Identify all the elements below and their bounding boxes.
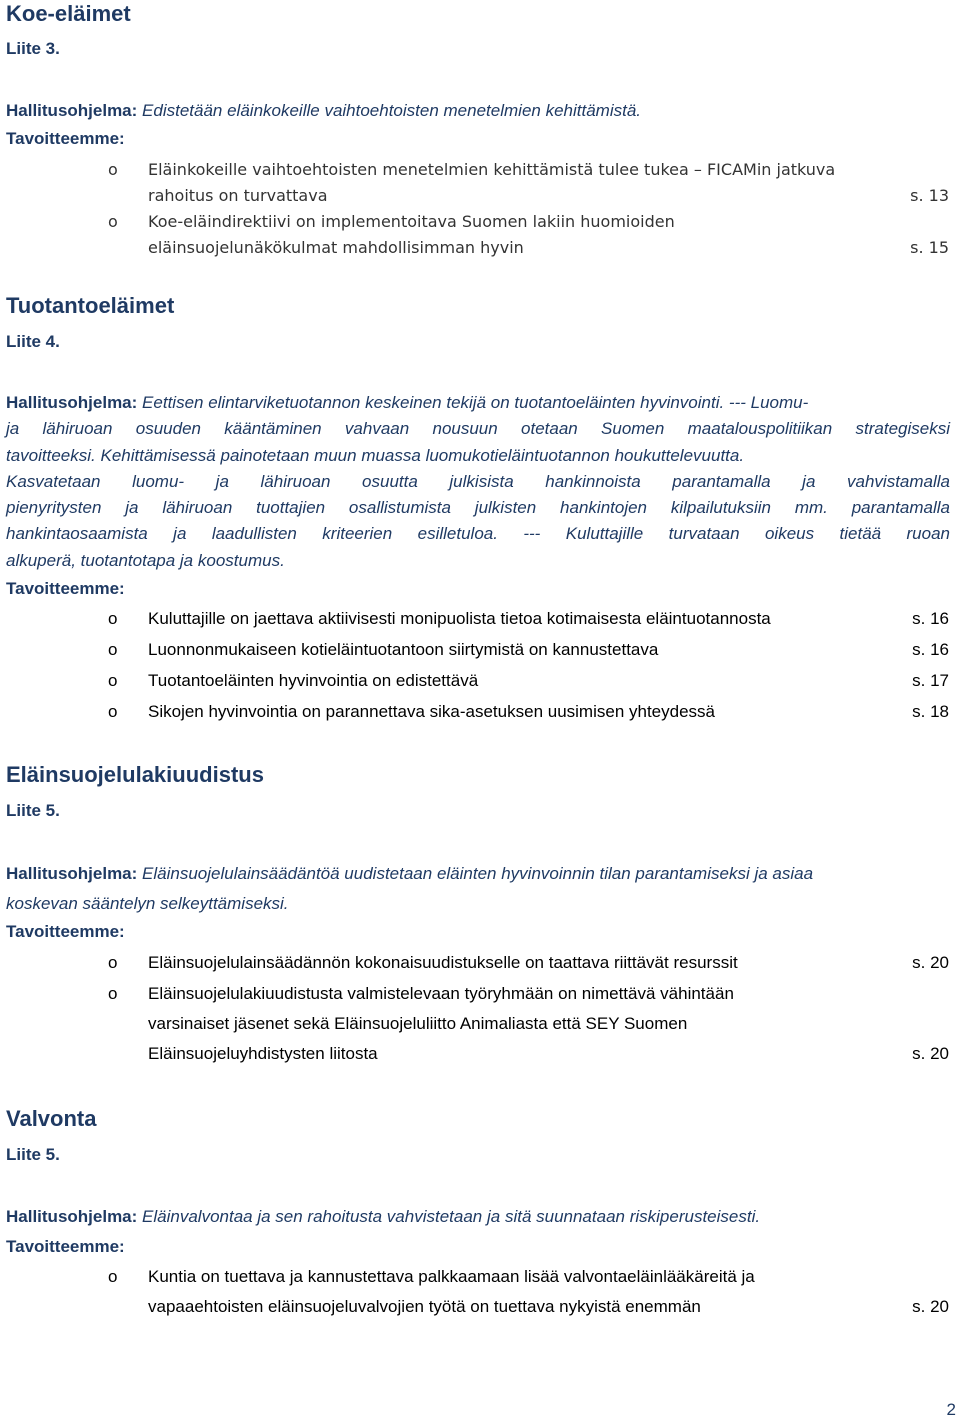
goal-text-line: Sikojen hyvinvointia on parannettava sika-asetuksen uusimisen yhteydessä xyxy=(148,702,715,721)
goal-text-line: Eläinsuojelulainsäädännön kokonaisuudistukselle on taattava riittävät resurssit xyxy=(148,953,738,972)
goal-text-line: Kuntia on tuettava ja kannustettava palkkaamaan lisää valvontaeläinlääkäreitä ja xyxy=(148,1267,755,1286)
bullet: o xyxy=(108,609,118,628)
goal-text-line: Eläinsuojelulakiuudistusta valmistelevaan työryhmään on nimettävä vähintään xyxy=(148,984,734,1003)
page-number: 2 xyxy=(946,1400,956,1419)
liite-reference: Liite 4. xyxy=(6,332,60,351)
hallitusohjelma-text: Eläinsuojelulainsäädäntöä uudistetaan eläinten hyvinvoinnin tilan parantamiseksi ja asiaa xyxy=(142,864,814,883)
hallitusohjelma-line xyxy=(6,390,950,416)
goal-item xyxy=(0,211,960,263)
goal-text-line: Eläinkokeille vaihtoehtoisten menetelmien kehittämistä tulee tukea – FICAMin jatkuva xyxy=(148,160,836,179)
bullet: o xyxy=(108,1267,118,1286)
hallitusohjelma-paragraph xyxy=(6,390,950,574)
goal-text-line: rahoitus on turvattava xyxy=(148,186,328,205)
hallitusohjelma-paragraph xyxy=(6,859,950,919)
hallitusohjelma-line: Kasvatetaan luomu- ja lähiruoan osuutta julkisista hankinnoista parantamalla ja vahvistamalla xyxy=(6,471,950,491)
goal-text-line: Kuluttajille on jaettava aktiivisesti monipuolista tietoa kotimaisesta eläintuotannosta xyxy=(148,609,771,628)
hallitusohjelma-label: Hallitusohjelma: xyxy=(6,393,138,412)
tavoitteemme-label: Tavoitteemme: xyxy=(6,129,125,148)
hallitusohjelma-text: Edistetään eläinkokeille vaihtoehtoisten menetelmien kehittämistä. xyxy=(142,101,641,120)
goal-item xyxy=(0,952,960,976)
tavoitteemme-label: Tavoitteemme: xyxy=(6,579,125,598)
goal-item xyxy=(0,159,960,211)
page-reference: s. 20 xyxy=(912,953,949,972)
tavoitteemme-label: Tavoitteemme: xyxy=(6,922,125,941)
goal-text-line: Tuotantoeläinten hyvinvointia on edistettävä xyxy=(148,671,479,690)
bullet: o xyxy=(108,953,118,972)
hallitusohjelma-line: hankintaosaamista ja laadullisten kriteerien esilletuloa. --- Kuluttajille turvataan oikeus tietää ruoan xyxy=(6,524,950,544)
page-reference: s. 18 xyxy=(912,702,949,721)
goal-text-line: Koe-eläindirektiivi on implementoitava Suomen lakiin huomioiden xyxy=(148,212,675,231)
hallitusohjelma-line: alkuperä, tuotantotapa ja koostumus. xyxy=(6,550,285,570)
page-reference: s. 20 xyxy=(912,1297,949,1316)
hallitusohjelma-line: koskevan sääntelyn selkeyttämiseksi. xyxy=(6,894,289,913)
hallitusohjelma-line: ja lähiruoan osuuden kääntäminen vahvaan nousuun otetaan Suomen maatalouspolitiikan strategiseksi xyxy=(6,419,950,439)
page-reference: s. 17 xyxy=(912,671,949,690)
liite-reference: Liite 5. xyxy=(6,1145,60,1164)
hallitusohjelma-paragraph xyxy=(6,98,950,124)
goal-text-line: vapaaehtoisten eläinsuojeluvalvojien työtä on tuettava nykyistä enemmän xyxy=(148,1297,701,1316)
hallitusohjelma-line: tavoitteeksi. Kehittämisessä painotetaan muun muassa luomukotieläintuotannon houkuttelevuutta. xyxy=(6,445,745,465)
goal-item xyxy=(0,670,960,694)
bullet: o xyxy=(108,984,118,1003)
tavoitteemme-label: Tavoitteemme: xyxy=(6,1237,125,1256)
bullet: o xyxy=(108,702,118,721)
goal-text-line: eläinsuojelunäkökulmat mahdollisimman hyvin xyxy=(148,238,524,257)
hallitusohjelma-text: Eläinvalvontaa ja sen rahoitusta vahvistetaan ja sitä suunnataan riskiperusteisesti. xyxy=(142,1207,761,1226)
page-reference: s. 15 xyxy=(910,238,949,257)
goal-text-line: Luonnonmukaiseen kotieläintuotantoon siirtymistä on kannustettava xyxy=(148,640,659,659)
goal-text-line: Eläinsuojeluyhdistysten liitosta xyxy=(148,1044,378,1063)
section-title-tuotantoelaimet: Tuotantoeläimet xyxy=(6,293,175,318)
section-title-elainsuojelulakiuudistus: Eläinsuojelulakiuudistus xyxy=(6,762,264,787)
bullet: o xyxy=(108,160,118,179)
page-reference: s. 16 xyxy=(912,640,949,659)
hallitusohjelma-label: Hallitusohjelma: xyxy=(6,864,138,883)
bullet: o xyxy=(108,671,118,690)
section-title-koe-elaimet: Koe-eläimet xyxy=(6,1,131,26)
hallitusohjelma-line: pienyritysten ja lähiruoan tuottajien osallistumista julkisten hankintojen kilpailutuksiin mm. parantamalla xyxy=(6,498,950,518)
hallitusohjelma-text: Eettisen elintarviketuotannon keskeinen tekijä on tuotantoeläinten hyvinvointi. --- Luomu- xyxy=(142,393,809,412)
goal-item xyxy=(0,1266,960,1320)
hallitusohjelma-label: Hallitusohjelma: xyxy=(6,101,138,120)
goal-item xyxy=(0,608,960,632)
liite-reference: Liite 3. xyxy=(6,39,60,58)
goal-text-line: varsinaiset jäsenet sekä Eläinsuojeluliitto Animaliasta että SEY Suomen xyxy=(148,1014,688,1033)
liite-reference: Liite 5. xyxy=(6,801,60,820)
bullet: o xyxy=(108,212,118,231)
hallitusohjelma-line xyxy=(6,859,950,889)
goal-item xyxy=(0,639,960,663)
section-title-valvonta: Valvonta xyxy=(6,1106,97,1131)
hallitusohjelma-label: Hallitusohjelma: xyxy=(6,1207,138,1226)
hallitusohjelma-paragraph xyxy=(6,1204,950,1230)
goal-item xyxy=(0,701,960,725)
goal-item xyxy=(0,983,960,1067)
page-reference: s. 16 xyxy=(912,609,949,628)
page-reference: s. 13 xyxy=(910,186,949,205)
bullet: o xyxy=(108,640,118,659)
page-reference: s. 20 xyxy=(912,1044,949,1063)
